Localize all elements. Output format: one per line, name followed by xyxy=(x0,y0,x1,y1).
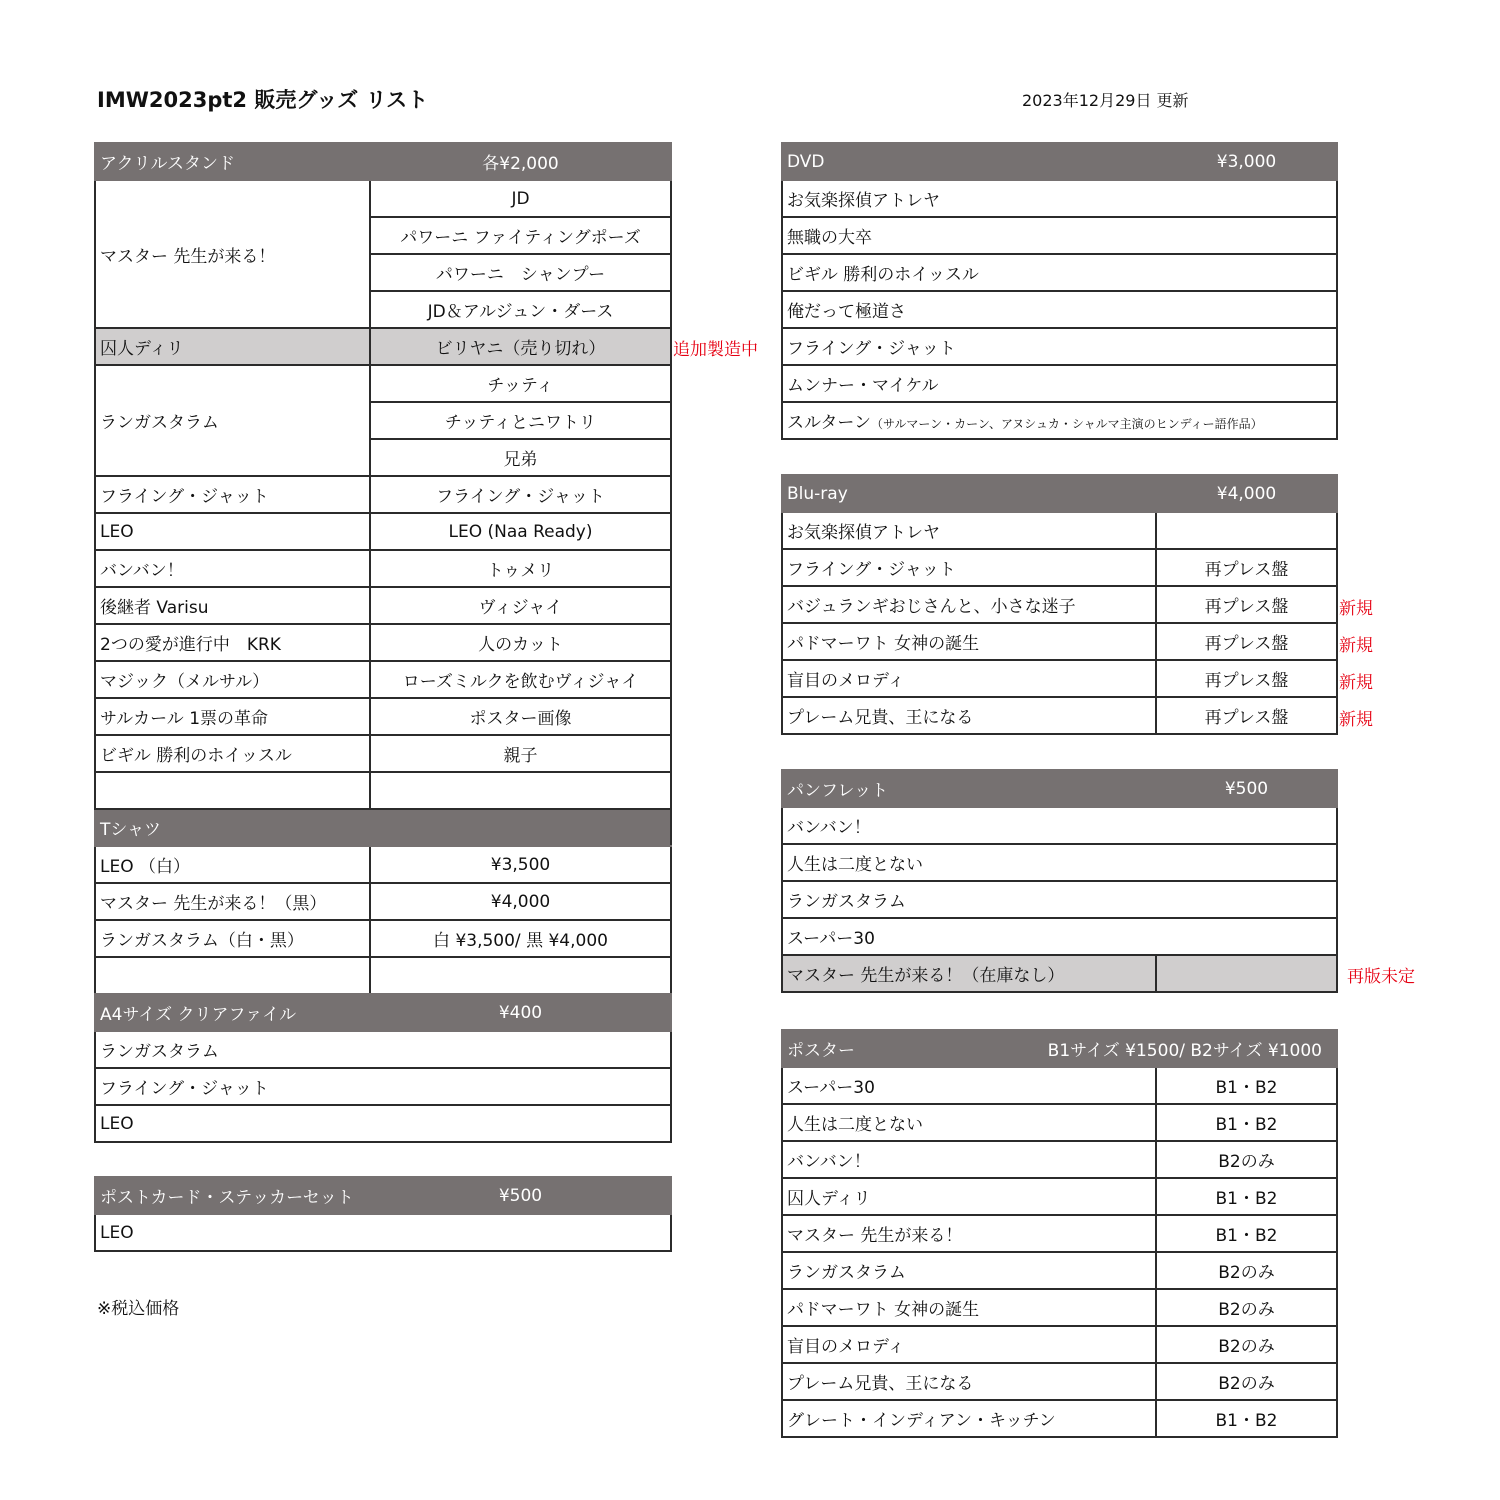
table-row xyxy=(782,807,1337,844)
poster-size: B2のみ xyxy=(1156,1141,1337,1178)
clearfile-price: ¥400 xyxy=(370,994,671,1031)
pamphlet-header-row xyxy=(782,770,1337,807)
poster-size: B1・B2 xyxy=(1156,1215,1337,1252)
poster-name: バンバン！ xyxy=(782,1141,1156,1178)
bluray-header: Blu-ray xyxy=(782,475,1156,512)
movie-name: フライング・ジャット xyxy=(95,476,370,513)
movie-name: 囚人ディリ xyxy=(95,328,370,365)
pamphlet-item: 人生は二度とない xyxy=(782,844,1337,881)
table-row xyxy=(95,846,671,883)
new-badge: 新規 xyxy=(1339,636,1373,656)
poster-name: 囚人ディリ xyxy=(782,1178,1156,1215)
table-row xyxy=(95,1105,671,1142)
table-row xyxy=(95,180,671,217)
empty-row xyxy=(95,772,671,809)
tshirt-name: マスター 先生が来る！（黒） xyxy=(95,883,370,920)
poster-name: スーパー30 xyxy=(782,1067,1156,1104)
poster-size: B1・B2 xyxy=(1156,1400,1337,1437)
item-name: ポスター画像 xyxy=(370,698,671,735)
poster-header-cell xyxy=(782,1030,1337,1067)
item-name: 人のカット xyxy=(370,624,671,661)
dvd-item: スルターン xyxy=(787,413,871,433)
tshirt-price: 白 ¥3,500/ 黒 ¥4,000 xyxy=(370,920,671,957)
table-row xyxy=(782,402,1337,439)
table-row xyxy=(782,586,1337,623)
dvd-header: DVD xyxy=(782,143,1156,180)
table-row xyxy=(95,1214,671,1251)
dvd-item: フライング・ジャット xyxy=(782,328,1337,365)
dvd-item: ムンナー・マイケル xyxy=(782,365,1337,402)
table-row xyxy=(782,365,1337,402)
movie-name: ビギル 勝利のホイッスル xyxy=(95,735,370,772)
tshirt-name: ランガスタラム（白・黒） xyxy=(95,920,370,957)
table-row xyxy=(782,1400,1337,1437)
item-name: LEO (Naa Ready) xyxy=(370,513,671,550)
table-row xyxy=(782,1141,1337,1178)
pamphlet-item: スーパー30 xyxy=(782,918,1337,955)
table-row xyxy=(782,180,1337,217)
poster-price: B1サイズ ¥1500/ B2サイズ ¥1000 xyxy=(1047,1041,1322,1061)
table-row xyxy=(782,291,1337,328)
table-row xyxy=(95,365,671,402)
bluray-name: 盲目のメロディ xyxy=(782,660,1156,697)
acrylic-price: 各¥2,000 xyxy=(370,143,671,180)
dvd-price: ¥3,000 xyxy=(1156,143,1337,180)
dvd-item: 俺だって極道さ xyxy=(782,291,1337,328)
table-row xyxy=(782,844,1337,881)
poster-size: B2のみ xyxy=(1156,1252,1337,1289)
item-name: パワーニ シャンプー xyxy=(370,254,671,291)
poster-name: マスター 先生が来る！ xyxy=(782,1215,1156,1252)
pamphlet-price: ¥500 xyxy=(1156,770,1337,807)
dvd-item-with-note xyxy=(782,402,1337,439)
table-row xyxy=(782,217,1337,254)
dvd-item: ビギル 勝利のホイッスル xyxy=(782,254,1337,291)
table-row xyxy=(95,735,671,772)
dvd-table xyxy=(781,142,1338,440)
updated-date: 2023年12月29日 更新 xyxy=(1022,91,1189,110)
bluray-name: フライング・ジャット xyxy=(782,549,1156,586)
table-row xyxy=(782,549,1337,586)
clearfile-header-row xyxy=(95,994,671,1031)
page-title: IMW2023pt2 販売グッズ リスト xyxy=(97,88,429,112)
table-row xyxy=(95,661,671,698)
item-name: 親子 xyxy=(370,735,671,772)
poster-size: B2のみ xyxy=(1156,1363,1337,1400)
poster-size: B2のみ xyxy=(1156,1289,1337,1326)
movie-name: バンバン！ xyxy=(95,550,370,587)
poster-name: 盲目のメロディ xyxy=(782,1326,1156,1363)
movie-name: マスター 先生が来る！ xyxy=(95,180,370,328)
item-name: チッティとニワトリ xyxy=(370,402,671,439)
table-row xyxy=(782,697,1337,734)
bluray-type: 再プレス盤 xyxy=(1156,660,1337,697)
table-row xyxy=(782,881,1337,918)
tshirt-price: ¥3,500 xyxy=(370,846,671,883)
table-row xyxy=(95,624,671,661)
bluray-type: 再プレス盤 xyxy=(1156,586,1337,623)
clearfile-item: ランガスタラム xyxy=(95,1031,671,1068)
dvd-item: 無職の大卒 xyxy=(782,217,1337,254)
acrylic-header-row xyxy=(95,143,671,180)
bluray-name: パドマーワト 女神の誕生 xyxy=(782,623,1156,660)
pamphlet-table xyxy=(781,769,1338,993)
item-name: トゥメリ xyxy=(370,550,671,587)
poster-name: プレーム兄貴、王になる xyxy=(782,1363,1156,1400)
item-name: パワーニ ファイティングポーズ xyxy=(370,217,671,254)
tshirt-header-row xyxy=(95,809,671,846)
reprint-note: 再版未定 xyxy=(1347,967,1415,987)
bluray-type xyxy=(1156,512,1337,549)
item-name: ヴィジャイ xyxy=(370,587,671,624)
tshirt-name: LEO （白） xyxy=(95,846,370,883)
dvd-item: お気楽探偵アトレヤ xyxy=(782,180,1337,217)
table-row-soldout xyxy=(95,328,671,365)
poster-name: 人生は二度とない xyxy=(782,1104,1156,1141)
bluray-type: 再プレス盤 xyxy=(1156,623,1337,660)
dvd-header-row xyxy=(782,143,1337,180)
item-name: JD＆アルジュン・ダース xyxy=(370,291,671,328)
tshirt-header: Tシャツ xyxy=(95,809,370,846)
postcard-table xyxy=(94,1176,672,1252)
table-row xyxy=(782,328,1337,365)
movie-name: 2つの愛が進行中 KRK xyxy=(95,624,370,661)
poster-name: グレート・インディアン・キッチン xyxy=(782,1400,1156,1437)
movie-name: サルカール 1票の革命 xyxy=(95,698,370,735)
tshirt-price: ¥4,000 xyxy=(370,883,671,920)
movie-name: マジック（メルサル） xyxy=(95,661,370,698)
bluray-name: プレーム兄貴、王になる xyxy=(782,697,1156,734)
movie-name: ランガスタラム xyxy=(95,365,370,476)
bluray-type: 再プレス盤 xyxy=(1156,549,1337,586)
table-row xyxy=(95,513,671,550)
pamphlet-item: バンバン！ xyxy=(782,807,1337,844)
table-row xyxy=(782,1215,1337,1252)
new-badge: 新規 xyxy=(1339,599,1373,619)
clearfile-item: フライング・ジャット xyxy=(95,1068,671,1105)
postcard-item: LEO xyxy=(95,1214,671,1251)
bluray-name: バジュランギおじさんと、小さな迷子 xyxy=(782,586,1156,623)
table-row xyxy=(782,1104,1337,1141)
table-row xyxy=(782,623,1337,660)
poster-size: B1・B2 xyxy=(1156,1178,1337,1215)
item-name: ローズミルクを飲むヴィジャイ xyxy=(370,661,671,698)
table-row xyxy=(782,1178,1337,1215)
table-row xyxy=(782,1252,1337,1289)
table-row xyxy=(95,1031,671,1068)
item-name: ビリヤニ（売り切れ） xyxy=(370,328,671,365)
poster-header-row xyxy=(782,1030,1337,1067)
table-row xyxy=(782,1326,1337,1363)
poster-name: パドマーワト 女神の誕生 xyxy=(782,1289,1156,1326)
pamphlet-header: パンフレット xyxy=(782,770,1156,807)
table-row xyxy=(782,660,1337,697)
pamphlet-oos-item: マスター 先生が来る！（在庫なし） xyxy=(782,955,1156,992)
table-row xyxy=(95,883,671,920)
movie-name: LEO xyxy=(95,513,370,550)
table-row xyxy=(95,1068,671,1105)
restock-note: 追加製造中 xyxy=(673,340,758,360)
pamphlet-item: ランガスタラム xyxy=(782,881,1337,918)
table-row-out-of-stock xyxy=(782,955,1337,992)
new-badge: 新規 xyxy=(1339,673,1373,693)
bluray-price: ¥4,000 xyxy=(1156,475,1337,512)
table-row xyxy=(782,512,1337,549)
item-name: JD xyxy=(370,180,671,217)
table-row xyxy=(95,698,671,735)
poster-size: B2のみ xyxy=(1156,1326,1337,1363)
new-badge: 新規 xyxy=(1339,710,1373,730)
dvd-item-note: （サルマーン・カーン、アヌシュカ・シャルマ主演のヒンディー語作品） xyxy=(870,417,1263,431)
table-row xyxy=(782,918,1337,955)
postcard-header: ポストカード・ステッカーセット xyxy=(95,1177,370,1214)
item-name: 兄弟 xyxy=(370,439,671,476)
poster-size: B1・B2 xyxy=(1156,1067,1337,1104)
bluray-table xyxy=(781,474,1338,735)
empty-row xyxy=(95,957,671,994)
table-row xyxy=(95,587,671,624)
poster-size: B1・B2 xyxy=(1156,1104,1337,1141)
table-row xyxy=(782,1363,1337,1400)
poster-name: ランガスタラム xyxy=(782,1252,1156,1289)
table-row xyxy=(782,254,1337,291)
poster-header: ポスター xyxy=(787,1041,855,1061)
tax-note: ※税込価格 xyxy=(97,1299,180,1319)
item-name: フライング・ジャット xyxy=(370,476,671,513)
acrylic-header: アクリルスタンド xyxy=(95,143,370,180)
bluray-header-row xyxy=(782,475,1337,512)
table-row xyxy=(782,1289,1337,1326)
bluray-name: お気楽探偵アトレヤ xyxy=(782,512,1156,549)
movie-name: 後継者 Varisu xyxy=(95,587,370,624)
postcard-price: ¥500 xyxy=(370,1177,671,1214)
table-row xyxy=(95,550,671,587)
acrylic-stand-table xyxy=(94,142,672,995)
item-name: チッティ xyxy=(370,365,671,402)
table-row xyxy=(95,920,671,957)
bluray-type: 再プレス盤 xyxy=(1156,697,1337,734)
postcard-header-row xyxy=(95,1177,671,1214)
poster-table xyxy=(781,1029,1338,1438)
clearfile-header: A4サイズ クリアファイル xyxy=(95,994,370,1031)
table-row xyxy=(782,1067,1337,1104)
clearfile-table xyxy=(94,993,672,1143)
clearfile-item: LEO xyxy=(95,1105,671,1142)
table-row xyxy=(95,476,671,513)
